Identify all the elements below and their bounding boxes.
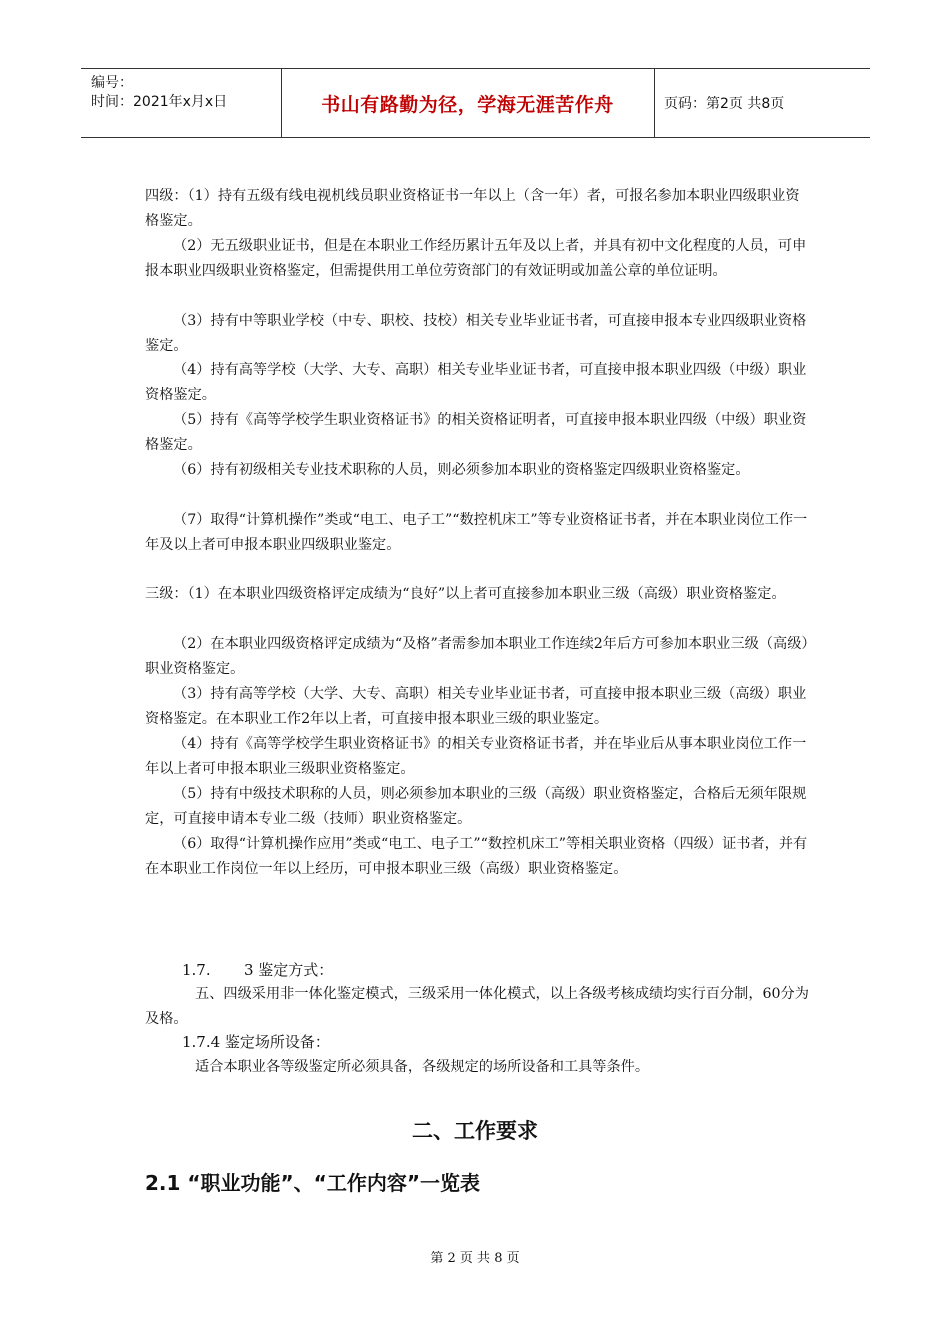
page-header <box>81 68 870 138</box>
number-label: 编号： <box>91 75 133 91</box>
chapter-title: 二、工作要求 <box>412 1119 538 1143</box>
header-motto: 书山有路勤为径，学海无涯苦作舟 <box>281 69 655 137</box>
level3-item-4: （4）持有《高等学校学生职业资格证书》的相关专业资格证书者，并在毕业后从事本职业岗位工作一年以上者可申报本职业三级职业资格鉴定。 <box>145 736 807 777</box>
level4-item-5: （5）持有《高等学校学生职业资格证书》的相关资格证明者，可直接申报本职业四级（中级）职业资格鉴定。 <box>145 412 807 453</box>
level3-item-6: （6）取得“计算机操作应用”类或“电工、电子工”“数控机床工”等相关职业资格（四级）证书者，并有在本职业工作岗位一年以上经历，可申报本职业三级（高级）职业资格鉴定。 <box>145 836 808 877</box>
section-2-1-title: 2.1 “职业功能”、“工作内容”一览表 <box>145 1171 480 1195</box>
level4-item-3: （3）持有中等职业学校（中专、职校、技校）相关专业毕业证书者，可直接申报本专业四级职业资格鉴定。 <box>145 313 807 354</box>
level4-item-7: （7）取得“计算机操作”类或“电工、电子工”“数控机床工”等专业资格证书者，并在本职业岗位工作一年及以上者可申报本职业四级职业鉴定。 <box>145 512 808 553</box>
section-1-7-3-title: 3 鉴定方式： <box>244 961 334 979</box>
section-1-7-3-body: 五、四级采用非一体化鉴定模式，三级采用一体化模式，以上各级考核成绩均实行百分制，60分为及格。 <box>145 986 809 1027</box>
level3-item-2: （2）在本职业四级资格评定成绩为“及格”者需参加本职业工作连续2年后方可参加本职业三级（高级）职业资格鉴定。 <box>145 636 809 677</box>
level4-item-4: （4）持有高等学校（大学、大专、高职）相关专业毕业证书者，可直接申报本职业四级（中级）职业资格鉴定。 <box>145 362 807 403</box>
header-meta-cell <box>81 69 282 137</box>
section-1-7-3-number: 1.7. <box>182 961 211 979</box>
level3-item-3: （3）持有高等学校（大学、大专、高职）相关专业毕业证书者，可直接申报本职业三级（高级）职业资格鉴定。在本职业工作2年以上者，可直接申报本职业三级的职业鉴定。 <box>145 686 807 727</box>
level4-item-2: （2）无五级职业证书，但是在本职业工作经历累计五年及以上者，并具有初中文化程度的人员，可申报本职业四级职业资格鉴定，但需提供用工单位劳资部门的有效证明或加盖公章的单位证明。 <box>145 238 807 279</box>
level4-item-1: 四级：（1）持有五级有线电视机线员职业资格证书一年以上（含一年）者，可报名参加本职业四级职业资格鉴定。 <box>145 188 800 229</box>
section-1-7-4-title: 1.7.4 鉴定场所设备： <box>182 1033 330 1051</box>
level3-item-5: （5）持有中级技术职称的人员，则必须参加本职业的三级（高级）职业资格鉴定，合格后无须年限规定，可直接申请本专业二级（技师）职业资格鉴定。 <box>145 786 807 827</box>
section-1-7-4-body: 适合本职业各等级鉴定所必须具备，各级规定的场所设备和工具等条件。 <box>195 1059 650 1075</box>
level3-item-1: 三级：（1）在本职业四级资格评定成绩为“良好”以上者可直接参加本职业三级（高级）职业资格鉴定。 <box>145 586 786 602</box>
time-label: 时间：2021年x月x日 <box>91 94 228 110</box>
level4-item-6: （6）持有初级相关专业技术职称的人员，则必须参加本职业的资格鉴定四级职业资格鉴定。 <box>173 462 750 478</box>
header-page-label: 页码：第2页 共8页 <box>664 96 785 112</box>
page-footer: 第 2 页 共 8 页 <box>430 1251 520 1266</box>
